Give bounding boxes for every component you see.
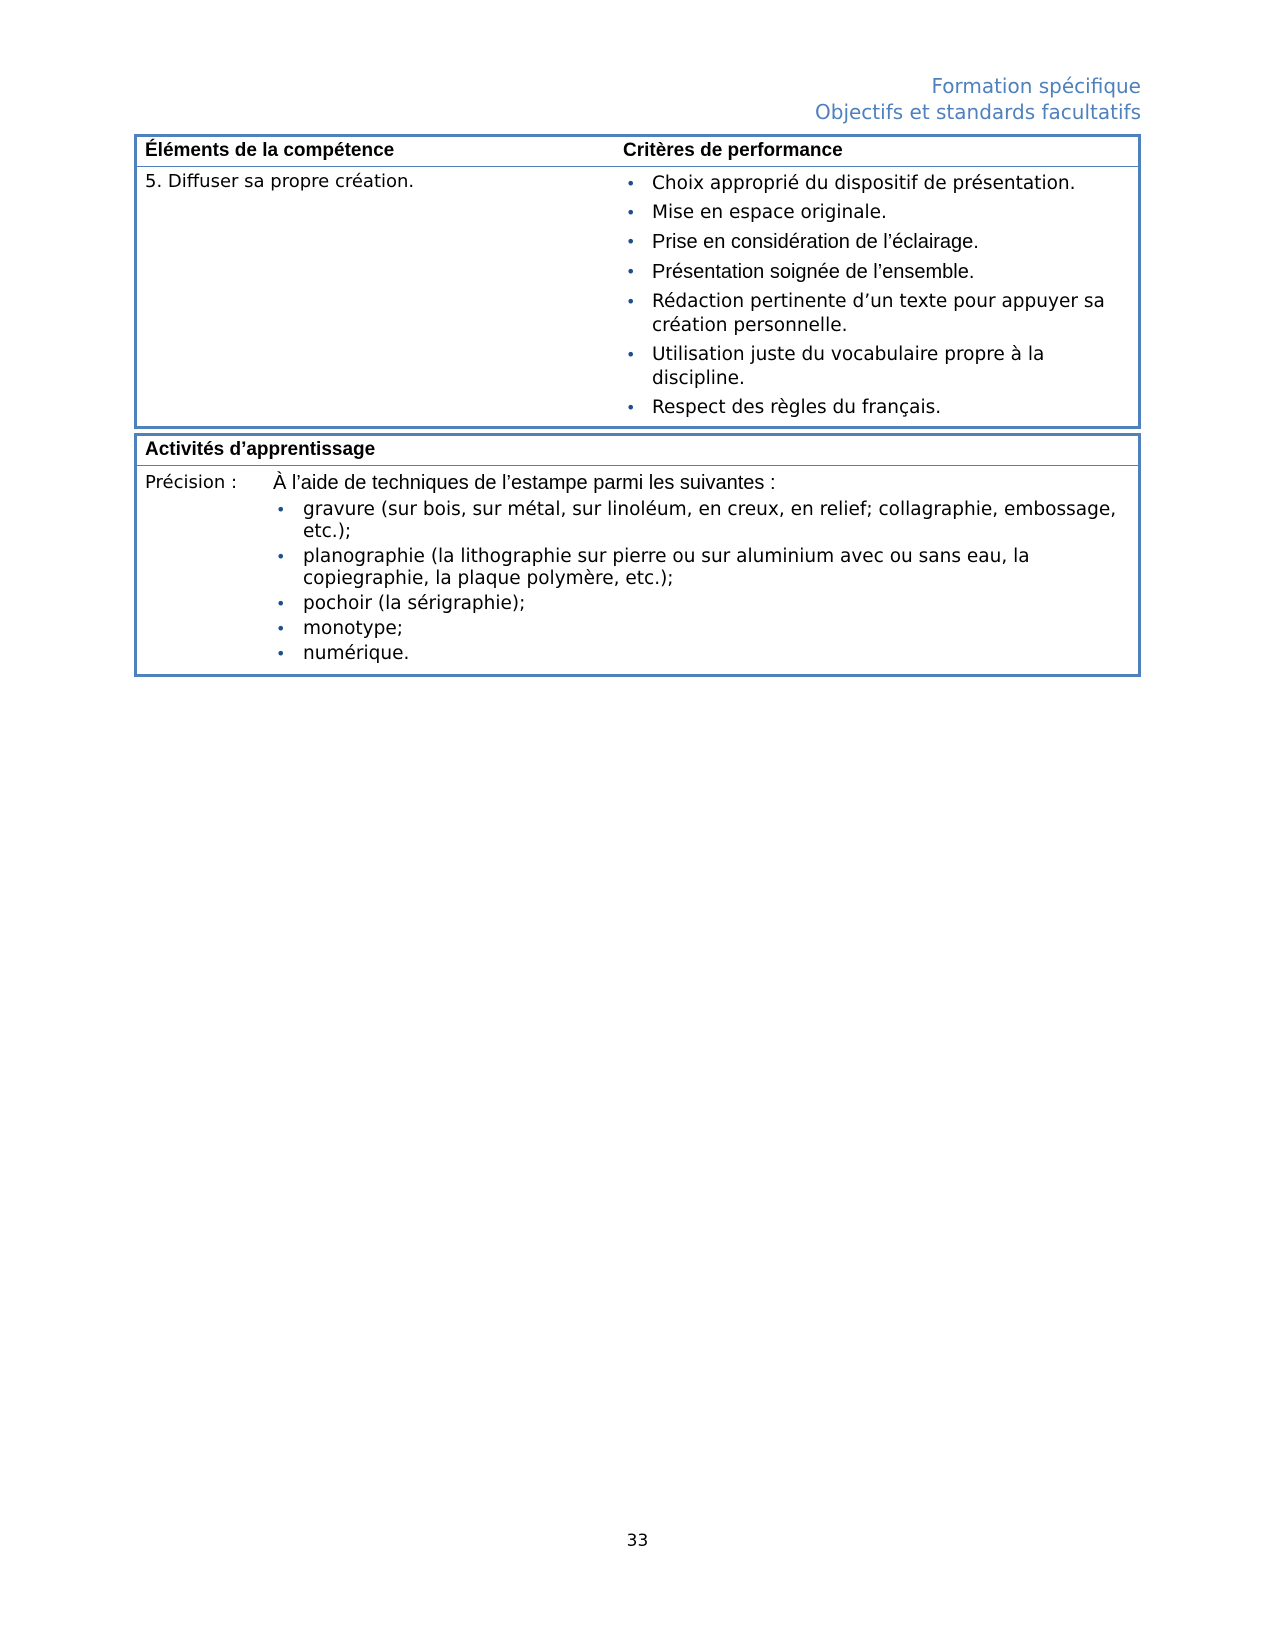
criteres-cell <box>623 167 1138 426</box>
bullet-icon: • <box>626 203 636 222</box>
competence-table <box>134 134 1141 429</box>
bullet-icon: • <box>276 644 286 663</box>
element-5: 5. Diffuser sa propre création. <box>145 171 415 192</box>
bullet-icon: • <box>276 619 286 638</box>
bullet-icon: • <box>276 500 286 519</box>
activites-header-row <box>137 436 1138 466</box>
header-line-2: Objectifs et standards facultatifs <box>815 100 1141 124</box>
bullet-icon: • <box>626 232 636 251</box>
critere-item: • Prise en considération de l’éclairage. <box>626 231 979 253</box>
bullet-icon: • <box>626 345 636 364</box>
technique-item: • monotype; <box>276 618 403 639</box>
critere-item: • Mise en espace originale. <box>626 202 887 223</box>
techniques-list <box>273 499 1138 665</box>
technique-item: • numérique. <box>276 643 410 664</box>
precision-label: Précision : <box>145 472 238 493</box>
elements-column-header: Éléments de la compétence <box>145 140 395 161</box>
precision-intro: À l’aide de techniques de l’estampe parmi les suivantes : <box>273 472 776 494</box>
technique-item: • gravure (sur bois, sur métal, sur linoléum, en creux, en relief; collagraphie, embossage, etc.); <box>276 499 1117 542</box>
bullet-icon: • <box>626 398 636 417</box>
critere-item: • Respect des règles du français. <box>626 397 942 418</box>
criteres-list <box>623 172 1138 420</box>
precision-row <box>137 466 1138 674</box>
bullet-icon: • <box>626 292 636 311</box>
activites-header: Activités d’apprentissage <box>145 439 376 460</box>
critere-item: • Choix approprié du dispositif de présentation. <box>626 173 1076 194</box>
criteres-column-header: Critères de performance <box>623 140 843 161</box>
header-line-1: Formation spécifique <box>931 74 1141 98</box>
precision-content <box>273 471 1138 665</box>
critere-item: • Présentation soignée de l’ensemble. <box>626 261 975 283</box>
activites-table <box>134 433 1141 677</box>
page-number: 33 <box>626 1531 649 1551</box>
technique-item: • pochoir (la sérigraphie); <box>276 593 526 614</box>
critere-item: • Utilisation juste du vocabulaire propre à la discipline. <box>626 344 1045 389</box>
bullet-icon: • <box>626 174 636 193</box>
bullet-icon: • <box>276 547 286 566</box>
competence-header-row <box>137 137 1138 167</box>
bullet-icon: • <box>626 262 636 281</box>
competence-body-row <box>137 167 1138 426</box>
critere-item: • Rédaction pertinente d’un texte pour appuyer sa création personnelle. <box>626 291 1105 336</box>
bullet-icon: • <box>276 594 286 613</box>
running-header <box>815 73 1141 125</box>
technique-item: • planographie (la lithographie sur pierre ou sur aluminium avec ou sans eau, la copiegraphie, la plaque polymère, etc.); <box>276 546 1030 589</box>
